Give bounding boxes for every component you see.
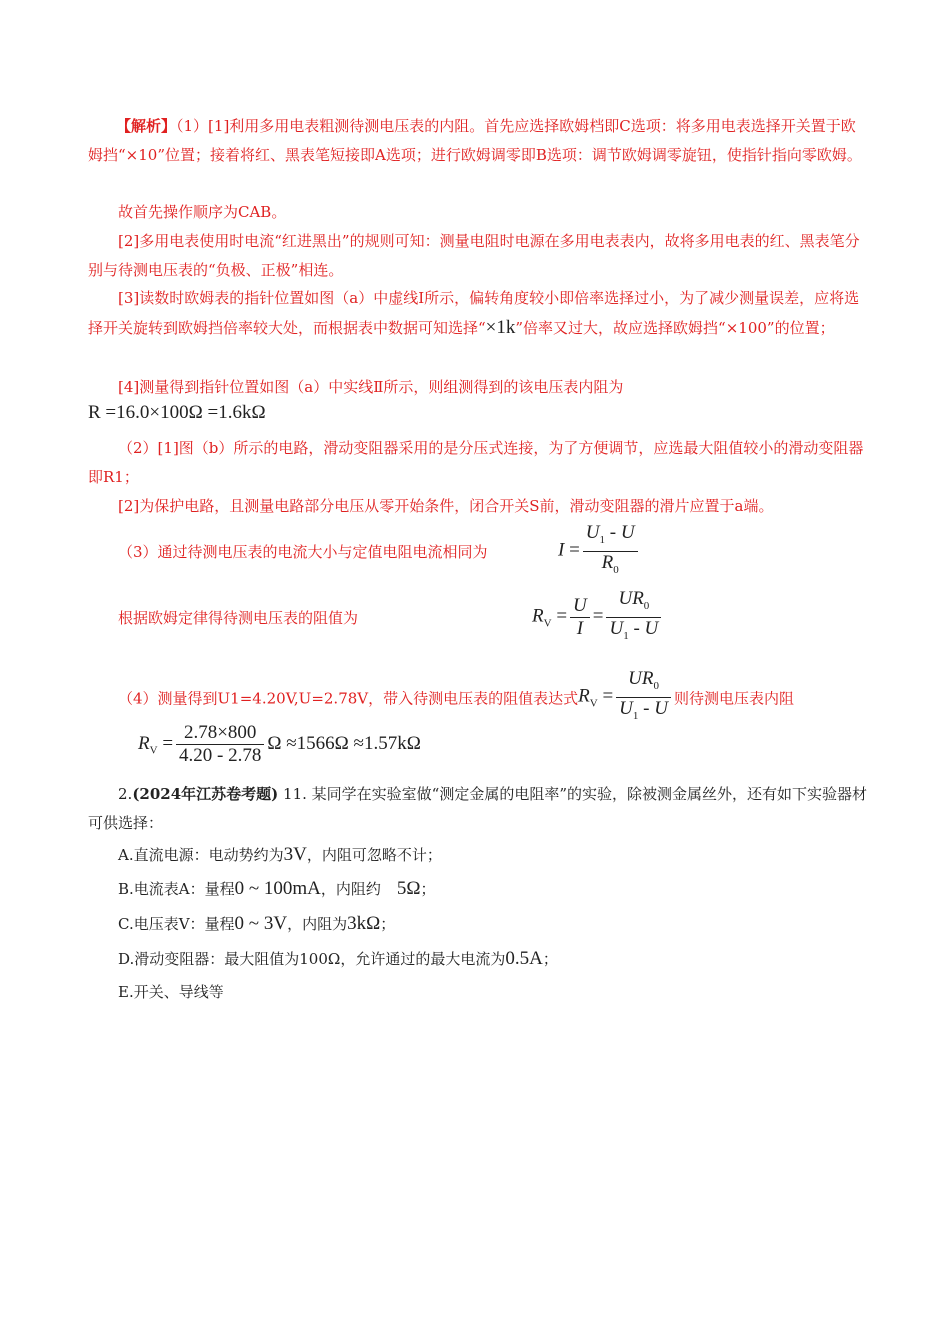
option-a-tail: ，内阻可忽略不计； (306, 846, 442, 864)
analysis-p10-text-a: （4）测量得到U1=4.20V,U=2.78V，带入待测电压表的阻值表达式 (118, 689, 579, 708)
equation-voltmeter-resistance: $R_V$ = $\frac{U}{I}$ = $\frac{UR_0}{U_1 - U}$ (532, 588, 664, 647)
equation-current: I = $\frac{U_1 - U}{R_0}$ (558, 522, 641, 581)
equation-final-result: $R_V$ = $\frac{2.78\times 800}{4.20 - 2.78}$ Ω ≈1566Ω ≈1.57kΩ (138, 722, 421, 766)
analysis-p4-text-a: [3]读数时欧姆表的指针位置如图（a）中虚线Ⅰ所示，偏转角度较小即倍率选择过小，为了减少测量误差，应将选择开关旋转到欧姆挡倍率较大处，而根据表中数据可知选择“ (88, 289, 860, 337)
analysis-paragraph-5: [4]测量得到指针位置如图（a）中实线Ⅱ所示，则组测得到的该电压表内阻为 (118, 378, 624, 396)
analysis-paragraph-6: （2）[1]图（b）所示的电路，滑动变阻器采用的是分压式连接，为了方便调节，应选最大阻值较小的滑动变阻器即R1； (88, 439, 864, 486)
option-b-mid: ，内阻约 (320, 880, 381, 898)
option-b-tail: ； (420, 880, 436, 898)
analysis-paragraph-4 (88, 284, 868, 343)
analysis-paragraph-1 (88, 112, 868, 170)
option-a-text: A.直流电源：电动势约为 (118, 846, 284, 864)
analysis-paragraph-3: [2]多用电表使用时电流“红进黑出”的规则可知：测量电阻时电源在多用电表表内，故将多用电表的红、黑表笔分别与待测电压表的“负极、正极”相连。 (88, 232, 860, 279)
option-c-range: 0 ~ 3V (234, 913, 288, 934)
option-b-resistance: 5Ω (396, 878, 421, 899)
analysis-p10-text-b: 则待测电压表内阻 (673, 689, 794, 708)
option-d-resistance: 100Ω (299, 950, 341, 968)
option-d-tail: ； (542, 950, 558, 968)
option-d-mid: ，允许通过的最大电流为 (340, 950, 506, 968)
analysis-paragraph-2: 故首先操作顺序为CAB。 (118, 203, 287, 221)
analysis-paragraph-7: [2]为保护电路，且测量电路部分电压从零开始条件，闭合开关S前，滑动变阻器的滑片应置于a端。 (118, 497, 774, 515)
option-c-mid: ，内阻为 (287, 915, 348, 933)
question-source: (2024年江苏卷考题) (132, 785, 279, 803)
final-tail: Ω ≈1566Ω ≈1.57kΩ (267, 732, 421, 754)
option-c-text: C.电压表V：量程 (118, 915, 235, 933)
option-c (118, 909, 898, 939)
analysis-label: 【解析】 (116, 117, 177, 135)
equation-resistance-reading: R =16.0×100Ω =1.6kΩ (88, 402, 266, 423)
analysis-p4-text-b: ”倍率又过大，故应选择欧姆挡“×100”的位置； (515, 319, 835, 337)
analysis-p1-text: （1）[1]利用多用电表粗测待测电压表的内阻。首先应选择欧姆档即C选项：将多用电表选择开关置于欧姆挡“×10”位置；接着将红、黑表笔短接即A选项；进行欧姆调零即B选项：调节欧姆调零旋钮，使指针指向零欧姆。 (88, 117, 862, 164)
option-c-tail: ； (380, 915, 396, 933)
question-text: 11. 某同学在实验室做“测定金属的电阻率”的实验，除被测金属丝外，还有如下实验器材可供选择： (88, 785, 868, 832)
option-d-current: 0.5A (505, 948, 543, 969)
option-c-resistance: 3kΩ (347, 913, 381, 934)
option-d-text: D.滑动变阻器：最大阻值为 (118, 950, 300, 968)
final-numerator: 2.78×800 (176, 722, 264, 745)
analysis-paragraph-10 (118, 670, 898, 729)
analysis-paragraph-9: 根据欧姆定律得待测电压表的阻值为 (118, 609, 359, 627)
option-b (118, 874, 898, 904)
multiplier-x1k: ×1k (485, 317, 516, 338)
question-2-stem (88, 780, 868, 838)
option-a-value: 3V (283, 844, 307, 865)
option-b-range: 0 ~ 100mA (234, 878, 321, 899)
final-denominator: 4.20 - 2.78 (179, 745, 262, 766)
analysis-paragraph-8: （3）通过待测电压表的电流大小与定值电阻电流相同为 (118, 543, 488, 561)
option-b-text: B.电流表A：量程 (118, 880, 235, 898)
option-a (118, 840, 898, 870)
equation-rv-inline: $R_V$ = $\frac{UR_0}{U_1 - U}$ (578, 668, 674, 727)
option-d (118, 944, 898, 974)
question-number: 2. (118, 785, 133, 803)
option-e: E.开关、导线等 (118, 983, 224, 1001)
